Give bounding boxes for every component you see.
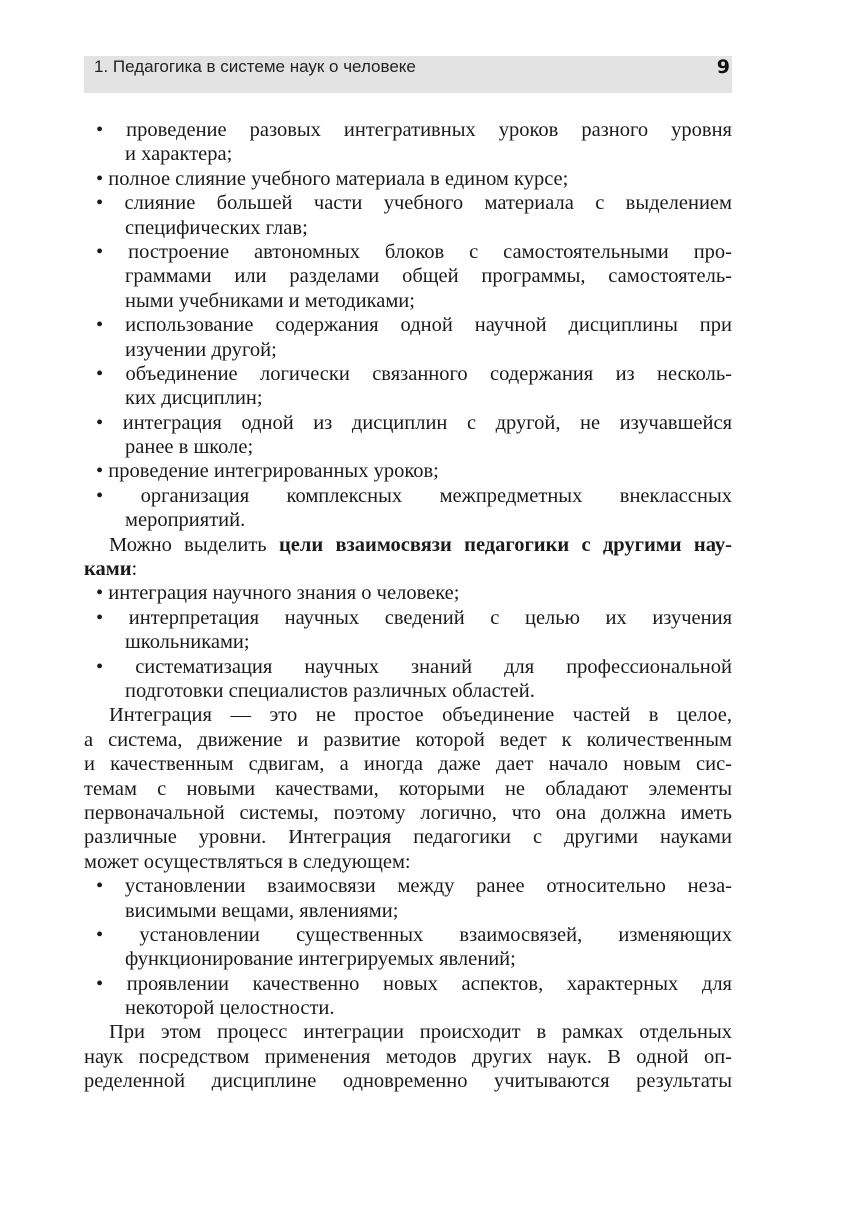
list-item-continuation: висимыми вещами, явлениями; (125, 899, 399, 922)
list-item: • проведение интегрированных уроков; (96, 460, 439, 483)
paragraph-line (84, 557, 732, 581)
paragraph-line: может осуществляться в следующем: (84, 850, 411, 873)
bold-term: цели взаимосвязи педагогики с другими нау- (278, 533, 732, 556)
list-item-continuation: функционирование интегрируемых явлений; (125, 948, 516, 971)
list-item: • интерпретация научных сведений с целью их изучения (96, 606, 732, 629)
list-item-continuation: школьниками; (125, 631, 250, 654)
paragraph-line: различные уровни. Интеграция педагогики с другими науками (84, 826, 732, 849)
list-item-continuation: и характера; (125, 143, 233, 166)
list-item: • организация комплексных межпредметных внеклассных (96, 484, 732, 507)
page-number: 9 (716, 56, 730, 78)
list-item: • использование содержания одной научной дисциплины при (96, 314, 732, 337)
page-body (84, 118, 732, 1094)
paragraph-line: первоначальной системы, поэтому логично, что она должна иметь (84, 801, 732, 824)
list-item-continuation: ными учебниками и методиками; (125, 289, 415, 312)
list-item-continuation: ранее в школе; (125, 436, 254, 459)
list-item-continuation: некоторой целостности. (125, 997, 335, 1020)
paragraph-line: наук посредством применения методов других наук. В одной оп- (84, 1045, 732, 1068)
paragraph-line (84, 533, 732, 557)
list-item-continuation: ких дисциплин; (125, 387, 263, 410)
list-item: • полное слияние учебного материала в едином курсе; (96, 167, 569, 190)
list-item: • установлении существенных взаимосвязей, изменяющих (96, 923, 732, 946)
list-item: • систематизация научных знаний для профессиональной (96, 655, 732, 678)
list-item: • объединение логически связанного содержания из несколь- (96, 362, 732, 385)
paragraph-line: и качественным сдвигам, а иногда даже дает начало новым сис- (84, 753, 732, 776)
list-item-continuation: изучении другой; (125, 338, 277, 361)
list-item: • интеграция научного знания о человеке; (96, 582, 460, 605)
list-item: • установлении взаимосвязи между ранее относительно неза- (96, 875, 732, 898)
paragraph-text: : (131, 558, 138, 581)
list-item-continuation: подготовки специалистов различных областей. (125, 679, 535, 702)
list-item: • проведение разовых интегративных уроков разного уровня (96, 119, 732, 141)
list-item-continuation: граммами или разделами общей программы, самостоятель- (125, 265, 732, 288)
list-item-continuation: мероприятий. (125, 509, 246, 532)
chapter-title: 1. Педагогика в системе наук о человеке (94, 57, 416, 76)
list-item: • слияние большей части учебного материала с выделением (96, 192, 732, 215)
list-item: • проявлении качественно новых аспектов, характерных для (96, 972, 732, 995)
list-item: • построение автономных блоков с самостоятельными про- (96, 240, 732, 263)
paragraph-line: темам с новыми качествами, которыми не обладают элементы (84, 777, 732, 800)
paragraph-line: а система, движение и развитие которой ведет к количественным (84, 728, 732, 751)
list-item-continuation: специфических глав; (125, 216, 308, 239)
paragraph-line: Интеграция — это не простое объединение частей в целое, (109, 704, 732, 727)
paragraph-line: При этом процесс интеграции происходит в рамках отдельных (109, 1021, 732, 1044)
paragraph-line: ределенной дисциплине одновременно учитываются результаты (84, 1070, 732, 1093)
bold-term: ками (84, 558, 132, 581)
running-header (84, 56, 732, 93)
list-item: • интеграция одной из дисциплин с другой, не изучавшейся (96, 411, 732, 434)
paragraph-text: Можно выделить (109, 533, 279, 556)
